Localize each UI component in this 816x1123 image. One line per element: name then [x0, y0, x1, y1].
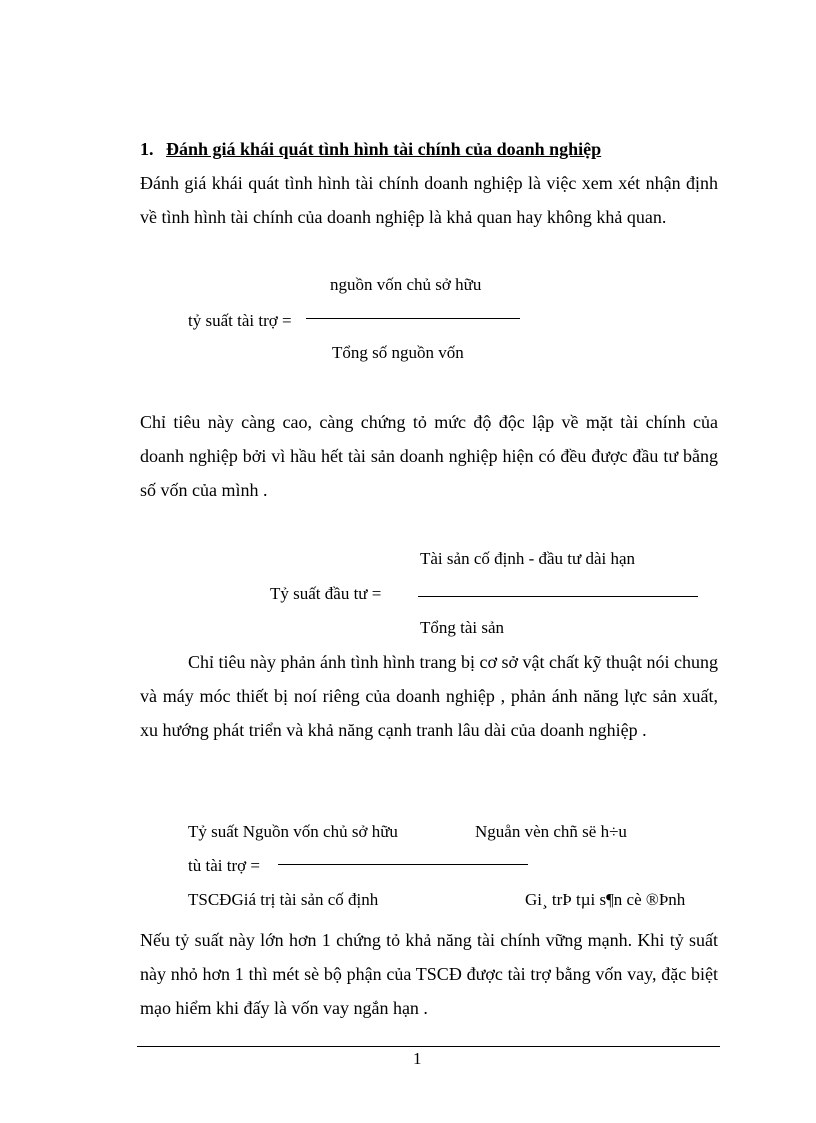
formula3-label: tù tài trợ = — [188, 856, 260, 875]
formula1-numerator: nguồn vốn chủ sở hữu — [330, 275, 482, 294]
formula2-denominator: Tổng tài sản — [420, 618, 505, 637]
formula1-denominator: Tổng số nguồn vốn — [332, 343, 464, 362]
formula3-numerator-left: Tỷ suất Nguồn vốn chủ sở hữu — [188, 822, 398, 841]
section-number: 1. — [140, 139, 154, 159]
formula3-fraction-bar — [278, 864, 528, 865]
formula2-label: Tỷ suất đầu tư = — [270, 584, 382, 603]
intro-paragraph: Đánh giá khái quát tình hình tài chính doanh nghiệp là việc xem xét nhận định về tình hình tài chính của doanh nghiệp là khả quan hay không khả quan. — [140, 173, 718, 227]
formula1-fraction-bar — [306, 318, 520, 319]
formula3-denominator-right: Gi¸ trÞ tµi s¶n cè ®Þnh — [525, 890, 686, 909]
paragraph-3: Nếu tỷ suất này lớn hơn 1 chứng tỏ khả năng tài chính vững mạnh. Khi tỷ suất này nhỏ hơn 1 thì mét sè bộ phận của TSCĐ được tài trợ bằng vốn vay, đặc biệt mạo hiểm khi đấy là vốn vay ngắn hạn . — [140, 930, 718, 1018]
paragraph-1: Chỉ tiêu này càng cao, càng chứng tỏ mức độ độc lập về mặt tài chính của doanh nghiệp bởi vì hầu hết tài sản doanh nghiệp hiện có đều được đầu tư bằng số vốn của mình . — [140, 412, 718, 500]
formula1-label: tỷ suất tài trợ = — [188, 311, 292, 330]
footer-rule — [137, 1046, 720, 1047]
section-title: Đánh giá khái quát tình hình tài chính của doanh nghiệp — [166, 139, 602, 159]
formula2-numerator: Tài sản cố định - đầu tư dài hạn — [420, 549, 636, 568]
formula3-numerator-right: Nguån vèn chñ së h÷u — [475, 822, 627, 841]
page-number: 1 — [413, 1049, 422, 1068]
paragraph-2: Chỉ tiêu này phản ánh tình hình trang bị cơ sở vật chất kỹ thuật nói chung và máy móc thiết bị noí riêng của doanh nghiệp , phản ánh năng lực sản xuất, xu hướng phát triển và khả năng cạnh tranh lâu dài của doanh nghiệp . — [140, 652, 718, 740]
section-heading — [140, 139, 601, 160]
formula2-fraction-bar — [418, 596, 698, 597]
formula3-denominator-left: TSCĐGiá trị tài sản cố định — [188, 890, 379, 909]
